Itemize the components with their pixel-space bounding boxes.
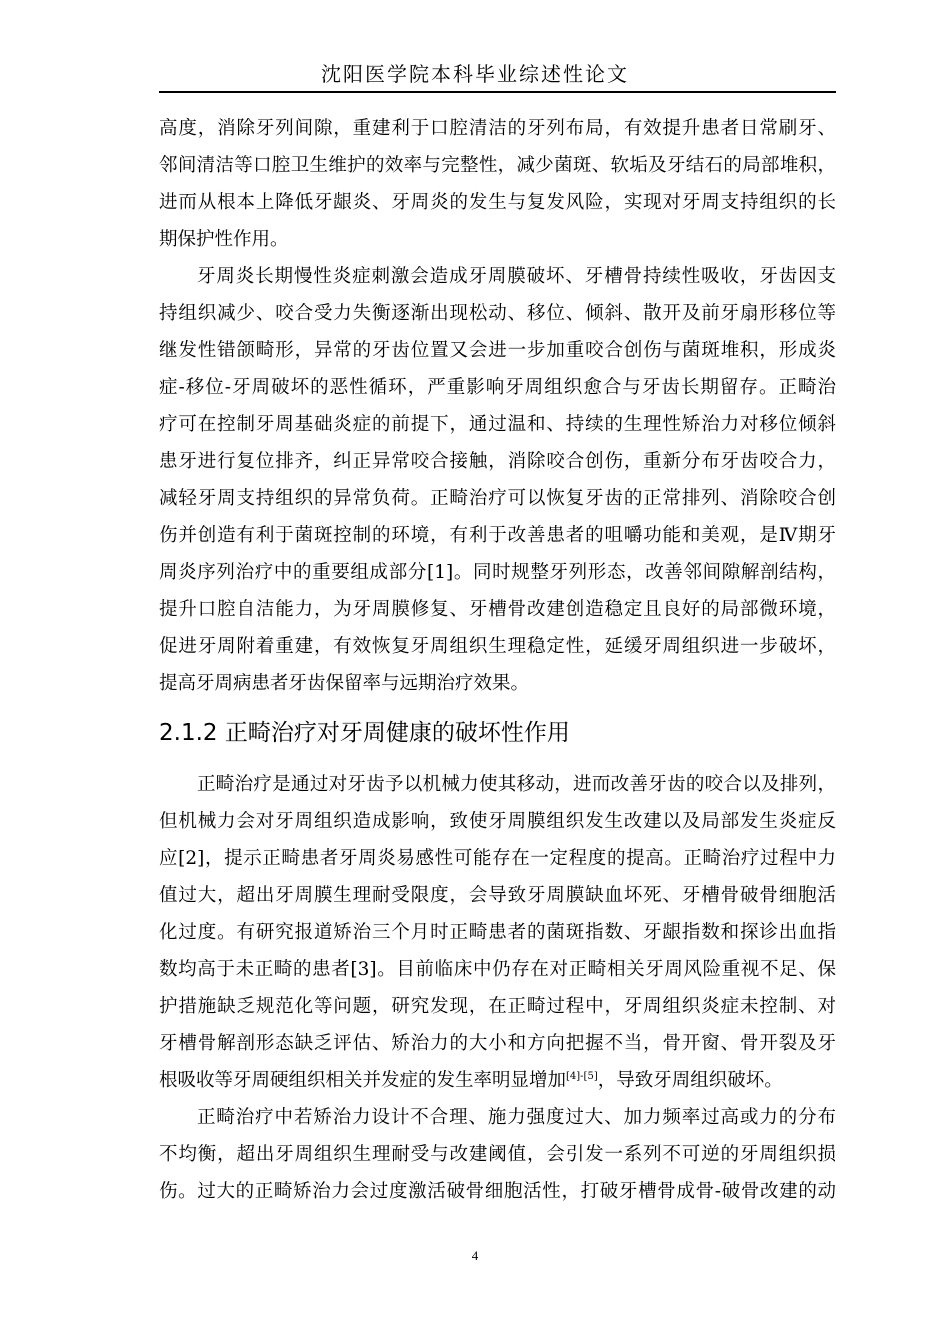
text-line: 伤并创造有利于菌斑控制的环境，有利于改善患者的咀嚼功能和美观，是Ⅳ期牙 bbox=[159, 525, 836, 546]
text-line: 持组织减少、咬合受力失衡逐渐出现松动、移位、倾斜、散开及前牙扇形移位等 bbox=[159, 303, 836, 324]
text-line: 继发性错颌畸形，异常的牙齿位置又会进一步加重咬合创伤与菌斑堆积，形成炎 bbox=[159, 340, 836, 361]
text-line: 不均衡，超出牙周组织生理耐受与改建阈值，会引发一系列不可逆的牙周组织损 bbox=[159, 1144, 836, 1165]
text-line: 邻间清洁等口腔卫生维护的效率与完整性，减少菌斑、软垢及牙结石的局部堆积， bbox=[159, 155, 836, 176]
paragraph-1 bbox=[159, 110, 836, 258]
text-line-with-citation bbox=[159, 1062, 836, 1099]
text-line: 牙周炎长期慢性炎症刺激会造成牙周膜破坏、牙槽骨持续性吸收，牙齿因支 bbox=[197, 266, 836, 287]
text-line: 护措施缺乏规范化等问题，研究发现，在正畸过程中，牙周组织炎症未控制、对 bbox=[159, 996, 836, 1017]
paragraph-2 bbox=[159, 258, 836, 702]
citation-superscript: [4]-[5] bbox=[566, 1070, 598, 1082]
text-line: 正畸治疗中若矫治力设计不合理、施力强度过大、加力频率过高或力的分布 bbox=[197, 1107, 836, 1128]
page-number: 4 bbox=[471, 1248, 479, 1263]
text-line: 症-移位-牙周破坏的恶性循环，严重影响牙周组织愈合与牙齿长期留存。正畸治 bbox=[159, 377, 836, 398]
text-line: 高度，消除牙列间隙，重建利于口腔清洁的牙列布局，有效提升患者日常刷牙、 bbox=[159, 118, 836, 139]
text-run: 根吸收等牙周硬组织相关并发症的发生率明显增加 bbox=[159, 1070, 567, 1091]
text-line: 牙槽骨解剖形态缺乏评估、矫治力的大小和方向把握不当，骨开窗、骨开裂及牙 bbox=[159, 1033, 836, 1054]
text-line: 应[2]，提示正畸患者牙周炎易感性可能存在一定程度的提高。正畸治疗过程中力 bbox=[159, 848, 836, 869]
text-line: 值过大，超出牙周膜生理耐受限度，会导致牙周膜缺血坏死、牙槽骨破骨细胞活 bbox=[159, 885, 836, 906]
paragraph-4 bbox=[159, 1099, 836, 1210]
paragraph-3 bbox=[159, 766, 836, 1099]
text-line: 促进牙周附着重建，有效恢复牙周组织生理稳定性，延缓牙周组织进一步破坏， bbox=[159, 636, 836, 657]
text-line: 伤。过大的正畸矫治力会过度激活破骨细胞活性，打破牙槽骨成骨-破骨改建的动 bbox=[159, 1181, 836, 1202]
document-body bbox=[159, 110, 836, 1210]
section-heading: 2.1.2 正畸治疗对牙周健康的破坏性作用 bbox=[159, 720, 570, 746]
text-line: 提高牙周病患者牙齿保留率与远期治疗效果。 bbox=[159, 673, 530, 694]
text-line: 数均高于未正畸的患者[3]。目前临床中仍存在对正畸相关牙周风险重视不足、保 bbox=[159, 959, 836, 980]
text-line: 疗可在控制牙周基础炎症的前提下，通过温和、持续的生理性矫治力对移位倾斜 bbox=[159, 414, 836, 435]
text-line: 周炎序列治疗中的重要组成部分[1]。同时规整牙列形态，改善邻间隙解剖结构， bbox=[159, 562, 836, 583]
running-header-title: 沈阳医学院本科毕业综述性论文 bbox=[321, 62, 629, 86]
text-line: 期保护性作用。 bbox=[159, 229, 289, 250]
text-line: 正畸治疗是通过对牙齿予以机械力使其移动，进而改善牙齿的咬合以及排列， bbox=[197, 774, 836, 795]
text-line: 但机械力会对牙周组织造成影响，致使牙周膜组织发生改建以及局部发生炎症反 bbox=[159, 811, 836, 832]
text-line: 减轻牙周支持组织的异常负荷。正畸治疗可以恢复牙齿的正常排列、消除咬合创 bbox=[159, 488, 836, 509]
text-line: 进而从根本上降低牙龈炎、牙周炎的发生与复发风险，实现对牙周支持组织的长 bbox=[159, 192, 836, 213]
header-divider bbox=[159, 91, 836, 93]
text-line: 患牙进行复位排齐，纠正异常咬合接触，消除咬合创伤，重新分布牙齿咬合力， bbox=[159, 451, 836, 472]
text-line: 化过度。有研究报道矫治三个月时正畸患者的菌斑指数、牙龈指数和探诊出血指 bbox=[159, 922, 836, 943]
text-line: 提升口腔自洁能力，为牙周膜修复、牙槽骨改建创造稳定且良好的局部微环境， bbox=[159, 599, 836, 620]
text-run: ，导致牙周组织破坏。 bbox=[597, 1070, 783, 1091]
